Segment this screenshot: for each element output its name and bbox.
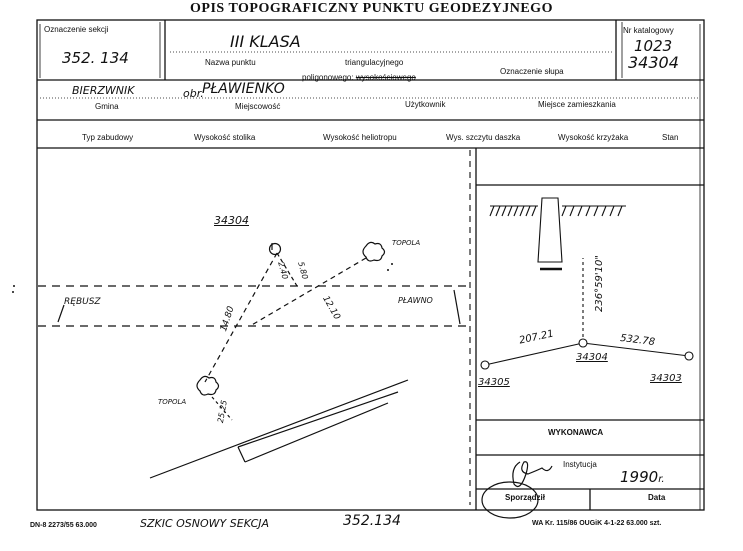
heliotrope-height-label: Wysokość heliotropu: [323, 133, 397, 142]
contractor-label: WYKONAWCA: [548, 428, 604, 437]
distance-label-1: 2.40: [276, 260, 290, 281]
place-label-left: RĘBUSZ: [64, 297, 101, 307]
tree-label-top: TOPOLA: [392, 239, 421, 247]
date-value: 1990r.: [620, 468, 665, 486]
place-label-right: PŁAWNO: [398, 296, 433, 305]
municipality-label: Gmina: [95, 102, 119, 111]
distance-right-label: 532.78: [619, 332, 656, 349]
section-label: Oznaczenie sekcji: [44, 25, 109, 34]
footer-sketch-label: SZKIC OSNOWY SEKCJA: [140, 517, 270, 530]
locality-value: PŁAWIENKO: [202, 81, 285, 97]
distance-label-2: 5.80: [296, 260, 310, 281]
state-label: Stan: [662, 133, 679, 142]
tree-label-bottom: TOPOLA: [158, 398, 187, 406]
residence-label: Miejsce zamieszkania: [538, 100, 616, 109]
building-type-label: Typ zabudowy: [82, 133, 134, 142]
section-value: 352. 134: [62, 49, 129, 67]
form-title: OPIS TOPOGRAFICZNY PUNKTU GEODEZYJNEGO: [190, 1, 553, 16]
prepared-by-label: Sporządził: [505, 493, 546, 502]
footer-left: DN-8 2273/55 63.000: [30, 522, 97, 529]
distance-left-label: 207.21: [518, 328, 555, 347]
angle-label: 236°59'10": [593, 255, 605, 312]
footer-sketch-section: 352.134: [343, 513, 401, 529]
left-point-label: 34305: [478, 377, 510, 388]
board-height-label: Wys. szczytu daszka: [446, 133, 521, 142]
point-name-label: Nazwa punktu: [205, 58, 256, 67]
locality-label: Miejscowość: [235, 102, 281, 111]
municipality-value: BIERZWNIK: [72, 84, 135, 97]
institution-label: Instytucja: [563, 460, 597, 469]
table-height-label: Wysokość stolika: [194, 133, 256, 142]
triangulation-label: triangulacyjnego: [345, 58, 404, 67]
distance-label-4: 12.10: [320, 294, 342, 322]
pillar-label: Oznaczenie słupa: [500, 67, 564, 76]
catalog-value-2: 34304: [628, 53, 679, 72]
footer-right: WA Kr. 115/86 OUGiK 4-1-22 63.000 szt.: [532, 520, 662, 527]
date-label: Data: [648, 493, 666, 502]
catalog-label: Nr katalogowy: [623, 26, 674, 35]
user-label: Użytkownik: [405, 100, 446, 109]
cross-height-label: Wysokość krzyżaka: [558, 133, 629, 142]
catalog-value-1: 1023: [634, 37, 673, 55]
distance-label-5: 25.25: [216, 399, 229, 424]
center-point-label: 34304: [576, 352, 608, 363]
locality-prefix: obr.: [183, 87, 204, 100]
distance-label-3: 14.80: [219, 305, 237, 333]
class-value: III KLASA: [230, 32, 301, 51]
signature-loop: [482, 482, 538, 518]
right-point-label: 34303: [650, 373, 682, 384]
polygon-label: poligonowego: wysokościowego: [302, 73, 416, 82]
sketch-point-label: 34304: [214, 214, 249, 227]
